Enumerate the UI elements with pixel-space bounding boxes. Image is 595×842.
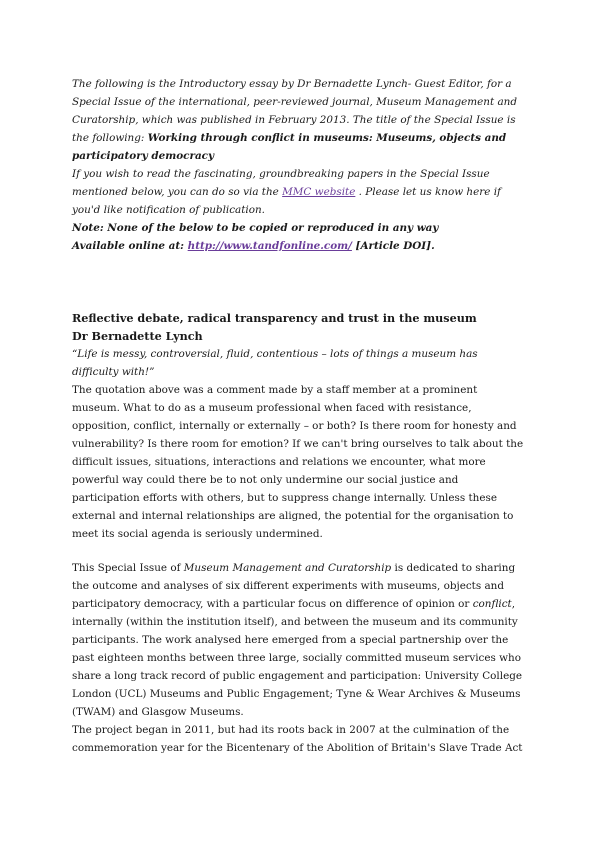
body-paragraph-1: The quotation above was a comment made by a staff member at a prominent museum. What to do as a museum professional when faced with resistance, opposition, conflict, internally or externally – or both? Is there room for honesty and vulnerability? Is there room for emotion? If we can't bring ourselves to talk about the difficult issues, situations, interactions and relations we encounter, what more powerful way could there be to not only undermine our social justice and participation efforts with others, but to suppress change internally. Unless these external and internal relationships are aligned, the potential for the organisation to meet its social agenda is seriously undermined. (72, 384, 524, 540)
intro-section (72, 75, 525, 255)
special-issue-title: Working through conflict in museums: Museums, objects and participatory democracy (72, 132, 507, 162)
para2-text-b: is dedicated to sharing the outcome and analyses of six different experiments with museums, objects and participatory democracy, with a particular focus on difference of opinion or (72, 562, 516, 610)
journal-name: Museum Management and Curatorship (183, 562, 392, 574)
opening-quote: “Life is messy, controversial, fluid, contentious – lots of things a museum has difficulty with!” (72, 348, 478, 378)
tandfonline-link[interactable]: http://www.tandfonline.com/ (187, 240, 352, 252)
para2-text-c: , internally (within the institution itself), and between the museum and its community participants. The work analysed here emerged from a special partnership over the past eighteen months between three large, socially committed museum services who share a long track record of public engagement and participation: University College London (UCL) Museums and Public Engagement; Tyne & Wear Archives & Museums (TWAM) and Glasgow Museums. (72, 598, 523, 718)
intro-link-text: If you wish to read the fascinating, groundbreaking papers in the Special Issue mentioned below, you can do so via the (72, 168, 490, 198)
availability-line (72, 237, 525, 255)
article-doi: [Article DOI]. (351, 240, 435, 252)
para2-text-a: This Special Issue of (72, 562, 184, 574)
intro-link-tail: . Please let us know here if you'd like notification of publication. (72, 186, 501, 216)
mmc-website-link[interactable]: MMC website (282, 186, 356, 198)
conflict-term: conflict (472, 598, 512, 610)
intro-paragraph (72, 75, 525, 165)
article-author: Dr Bernadette Lynch (72, 329, 203, 343)
article-header (72, 309, 525, 345)
body-paragraph-3: The project began in 2011, but had its roots back in 2007 at the culmination of the commemoration year for the Bicentenary of the Abolition of Britain's Slave Trade Act (72, 724, 523, 754)
article-title: Reflective debate, radical transparency and trust in the museum (72, 311, 477, 325)
body-paragraph-2 (72, 559, 525, 721)
availability-label: Available online at: (72, 240, 188, 252)
intro-link-paragraph (72, 165, 525, 219)
intro-text: The following is the Introductory essay by Dr Bernadette Lynch- Guest Editor, for a Special Issue of the international, peer-reviewed journal, Museum Management and Curatorship, which was published in February 2013. The title of the Special Issue is the following: (72, 78, 518, 144)
copyright-note: Note: None of the below to be copied or reproduced in any way (72, 222, 439, 234)
article-body (72, 345, 525, 757)
